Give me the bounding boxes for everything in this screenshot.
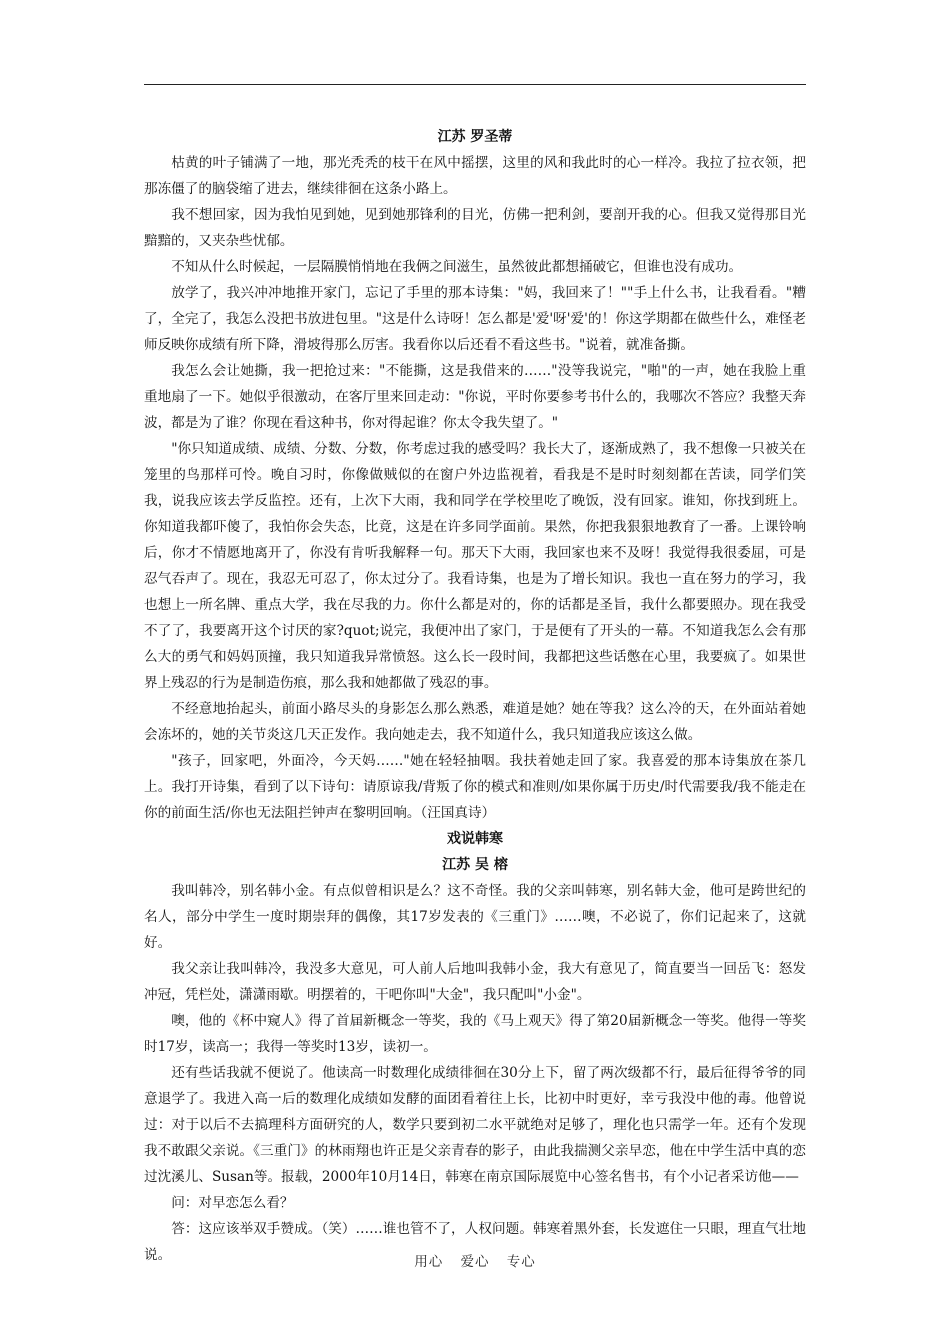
story1-paragraph-3: 不知从什么时候起，一层隔膜悄悄地在我俩之间滋生，虽然彼此都想捅破它，但谁也没有成功。 <box>171 259 743 275</box>
page-footer: 用心 爱心 专心 <box>414 1254 536 1270</box>
story1-paragraph-4: 放学了，我兴冲冲地推开家门，忘记了手里的那本诗集："妈，我回来了！""手上什么书，让我看看。"糟了，全完了，我怎么没把书放进包里。"这是什么诗呀！怎么都是'爱'呀'爱'的！你这学期都在做些什么，难怪老师反映你成绩有所下降，滑坡得那么厉害。我看你以后还看不看这些书。"说着，就准备撕。 <box>144 285 806 353</box>
story2-title: 戏说韩寒 <box>447 831 503 847</box>
story2-paragraph-1: 我叫韩冷，别名韩小金。有点似曾相识是么？这不奇怪。我的父亲叫韩寒，别名韩大金，他可是跨世纪的名人，部分中学生一度时期崇拜的偶像，其17岁发表的《三重门》……噢，不必说了，你们记起来了，这就好。 <box>144 883 806 951</box>
story1-paragraph-1: 枯黄的叶子铺满了一地，那光秃秃的枝干在风中摇摆，这里的风和我此时的心一样冷。我拉了拉衣领，把那冻僵了的脑袋缩了进去，继续徘徊在这条小路上。 <box>144 155 806 197</box>
story1-byline: 江苏 罗圣蒂 <box>437 129 513 145</box>
document-body <box>144 124 806 1268</box>
story2-paragraph-4: 还有些话我就不便说了。他读高一时数理化成绩徘徊在30分上下，留了两次级都不行，最后征得爷爷的同意退学了。我进入高一后的数理化成绩如发酵的面团看着往上长，比初中时更好，幸亏我没中他的毒。他曾说过：对于以后不去搞理科方面研究的人，数学只要到初二水平就绝对足够了，理化也只需学一年。还有个发现我不敢跟父亲说。《三重门》的林雨翔也许正是父亲青春的影子，由此我揣测父亲早恋，他在中学生活中真的恋过沈溪儿、Susan等。报载，2000年10月14日，韩寒在南京国际展览中心签名售书，有个小记者采访他—— <box>144 1065 806 1185</box>
story1-paragraph-2: 我不想回家，因为我怕见到她，见到她那锋利的目光，仿佛一把利剑，要剖开我的心。但我又觉得那目光黯黯的，又夹杂些忧郁。 <box>144 207 806 249</box>
story2-paragraph-5: 问：对早恋怎么看？ <box>171 1195 294 1211</box>
story1-paragraph-5: 我怎么会让她撕，我一把抢过来："不能撕，这是我借来的……"没等我说完，"啪"的一声，她在我脸上重重地扇了一下。她似乎很激动，在客厅里来回走动："你说，平时你要参考书什么的，我哪次不答应？我整天奔波，都是为了谁？你现在看这种书，你对得起谁？你太令我失望了。" <box>144 363 806 431</box>
header-rule <box>144 84 806 85</box>
story1-paragraph-6: "你只知道成绩、成绩、分数、分数，你考虑过我的感受吗？我长大了，逐渐成熟了，我不想像一只被关在笼里的鸟那样可怜。晚自习时，你像做贼似的在窗户外边监视着，看我是不是时时刻刻都在苦读，同学们笑我，说我应该去学反监控。还有，上次下大雨，我和同学在学校里吃了晚饭，没有回家。谁知，你找到班上。你知道我都吓傻了，我怕你会失态，比竟，这是在许多同学面前。果然，你把我狠狠地教育了一番。上课铃响后，你才不情愿地离开了，你没有肯听我解释一句。那天下大雨，我回家也来不及呀！我觉得我很委屈，可是忍气吞声了。现在，我忍无可忍了，你太过分了。我看诗集，也是为了增长知识。我也一直在努力的学习，我也想上一所名牌、重点大学，我在尽我的力。你什么都是对的，你的话都是圣旨，我什么都要照办。现在我受不了了，我要离开这个讨厌的家?quot;说完，我便冲出了家门，于是便有了开头的一幕。不知道我怎么会有那么大的勇气和妈妈顶撞，我只知道我异常愤怒。这么长一段时间，我都把这些话憋在心里，我要疯了。如果世界上残忍的行为是制造伤痕，那么我和她都做了残忍的事。 <box>144 441 806 691</box>
story2-paragraph-3: 噢，他的《杯中窥人》得了首届新概念一等奖，我的《马上观天》得了第20届新概念一等奖。他得一等奖时17岁，读高一；我得一等奖时13岁，读初一。 <box>144 1013 806 1055</box>
story2-paragraph-6: 答：这应该举双手赞成。（笑）……谁也管不了，人权问题。韩寒着黑外套，长发遮住一只眼，理直气壮地说。 <box>144 1221 806 1263</box>
story2-byline: 江苏 吴 榕 <box>442 857 508 873</box>
story2-paragraph-2: 我父亲让我叫韩冷，我没多大意见，可人前人后地叫我韩小金，我大有意见了，简直要当一回岳飞：怒发冲冠，凭栏处，潇潇雨歇。明摆着的，干吧你叫"大金"，我只配叫"小金"。 <box>144 961 806 1003</box>
story1-paragraph-8: "孩子，回家吧，外面冷，今天妈……"她在轻轻抽咽。我扶着她走回了家。我喜爱的那本诗集放在茶几上。我打开诗集，看到了以下诗句：请原谅我/背叛了你的模式和准则/如果你属于历史/时代需要我/我不能走在你的前面生活/你也无法阻拦钟声在黎明回响。（汪国真诗） <box>144 753 806 821</box>
story1-paragraph-7: 不经意地抬起头，前面小路尽头的身影怎么那么熟悉，难道是她？她在等我？这么冷的天，在外面站着她会冻坏的，她的关节炎这几天正发作。我向她走去，我不知道什么，我只知道我应该这么做。 <box>144 701 806 743</box>
